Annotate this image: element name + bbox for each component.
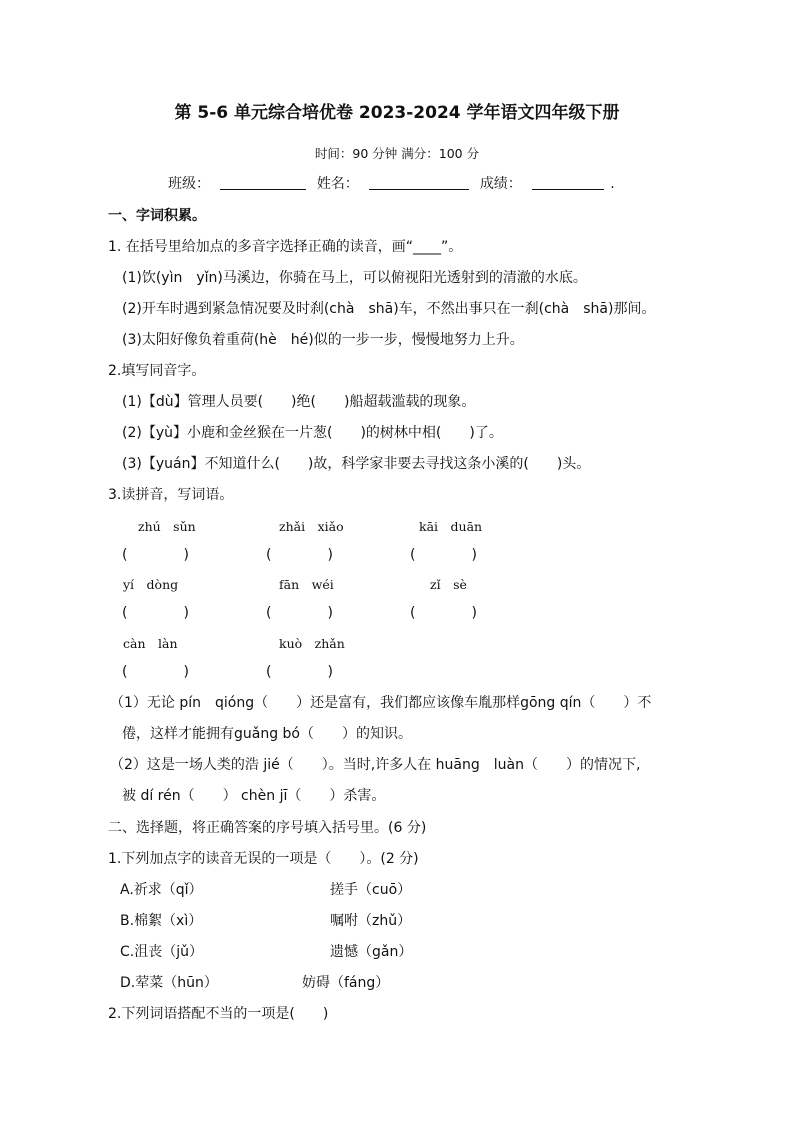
option-a-right: 搓手（cuō） (330, 882, 412, 898)
pinyin-kuo-zhan: kuò zhǎn (279, 636, 345, 651)
class-blank[interactable] (220, 175, 306, 190)
q1-item-2: (2)开车时遇到紧急情况要及时刹(chà shā)车，不然出事只在一刹(chà shā)那间。 (122, 301, 656, 317)
q2-item-3: (3)【yuán】不知道什么( )故，科学家非要去寻找这条小溪的( )头。 (122, 456, 591, 472)
page-title: 第 5-6 单元综合培优卷 2023-2024 学年语文四年级下册 (174, 103, 620, 123)
name-label: 姓名： (316, 176, 359, 192)
q3-paragraph-2-line-2: 被 dí rén（ ） chèn jī（ ）杀害。 (122, 788, 386, 804)
pinyin-fan-wei: fān wéi (279, 577, 334, 592)
answer-paren[interactable]: ( ) (122, 547, 189, 563)
q1-item-3: (3)太阳好像负着重荷(hè hé)似的一步一步，慢慢地努力上升。 (122, 332, 524, 348)
q2-item-2: (2)【yù】小鹿和金丝猴在一片葱( )的树林中相( )了。 (122, 425, 503, 441)
option-d-left: D.荤菜（hūn） (120, 975, 218, 991)
option-c-right: 遗憾（gǎn） (330, 944, 413, 960)
pinyin-kai-duan: kāi duān (419, 519, 483, 534)
answer-paren[interactable]: ( ) (122, 605, 189, 621)
option-b-left: B.棉絮（xì） (120, 913, 203, 929)
option-a-left: A.祈求（qǐ） (120, 882, 203, 898)
pinyin-zhai-xiao: zhǎi xiǎo (279, 519, 344, 534)
option-b-right: 嘱咐（zhǔ） (330, 913, 412, 929)
name-blank[interactable] (369, 175, 469, 190)
pinyin-yi-dong: yí dòng (123, 577, 179, 592)
info-period: . (610, 176, 615, 192)
option-c-left: C.沮丧（jǔ） (120, 944, 203, 960)
class-label: 班级： (168, 176, 210, 192)
exam-meta: 时间：90 分钟 满分：100 分 (314, 146, 480, 161)
pinyin-zi-se: zǐ sè (430, 577, 467, 592)
answer-paren[interactable]: ( ) (266, 547, 333, 563)
q1-stem: 1. 在括号里给加点的多音字选择正确的读音，画“____”。 (108, 239, 463, 255)
q2-stem: 2.填写同音字。 (108, 363, 206, 379)
s2-q2-stem: 2.下列词语搭配不当的一项是( ) (108, 1006, 329, 1022)
score-label: 成绩： (479, 176, 522, 192)
q3-paragraph-1-line-1: （1）无论 pín qióng（ ）还是富有，我们都应该像车胤那样gōng qín（ ）不 (110, 695, 652, 711)
pinyin-zhu-sun: zhú sǔn (138, 519, 196, 534)
answer-paren[interactable]: ( ) (122, 664, 189, 680)
answer-paren[interactable]: ( ) (266, 664, 333, 680)
option-d-right: 妨碍（fáng） (302, 975, 390, 991)
answer-paren[interactable]: ( ) (410, 547, 477, 563)
pinyin-can-lan: càn làn (123, 636, 178, 651)
q2-item-1: (1)【dù】管理人员要( )绝( )船超载滥载的现象。 (122, 394, 476, 410)
student-info-row (168, 174, 615, 194)
section2-heading: 二、选择题，将正确答案的序号填入括号里。(6 分) (108, 820, 427, 836)
q3-paragraph-2-line-1: （2）这是一场人类的浩 jié（ ）。当时,许多人在 huāng luàn（ ）的情况下, (110, 757, 641, 773)
answer-paren[interactable]: ( ) (266, 605, 333, 621)
score-blank[interactable] (532, 175, 604, 190)
q1-item-1: (1)饮(yìn yǐn)马溪边，你骑在马上，可以俯视阳光透射到的清澈的水底。 (122, 270, 587, 286)
q3-stem: 3.读拼音，写词语。 (108, 487, 234, 503)
answer-paren[interactable]: ( ) (410, 605, 477, 621)
s2-q1-stem: 1.下列加点字的读音无误的一项是（ ）。(2 分) (108, 851, 419, 867)
section1-heading: 一、字词积累。 (108, 208, 206, 224)
q3-paragraph-1-line-2: 倦，这样才能拥有guǎng bó（ ）的知识。 (122, 726, 412, 742)
